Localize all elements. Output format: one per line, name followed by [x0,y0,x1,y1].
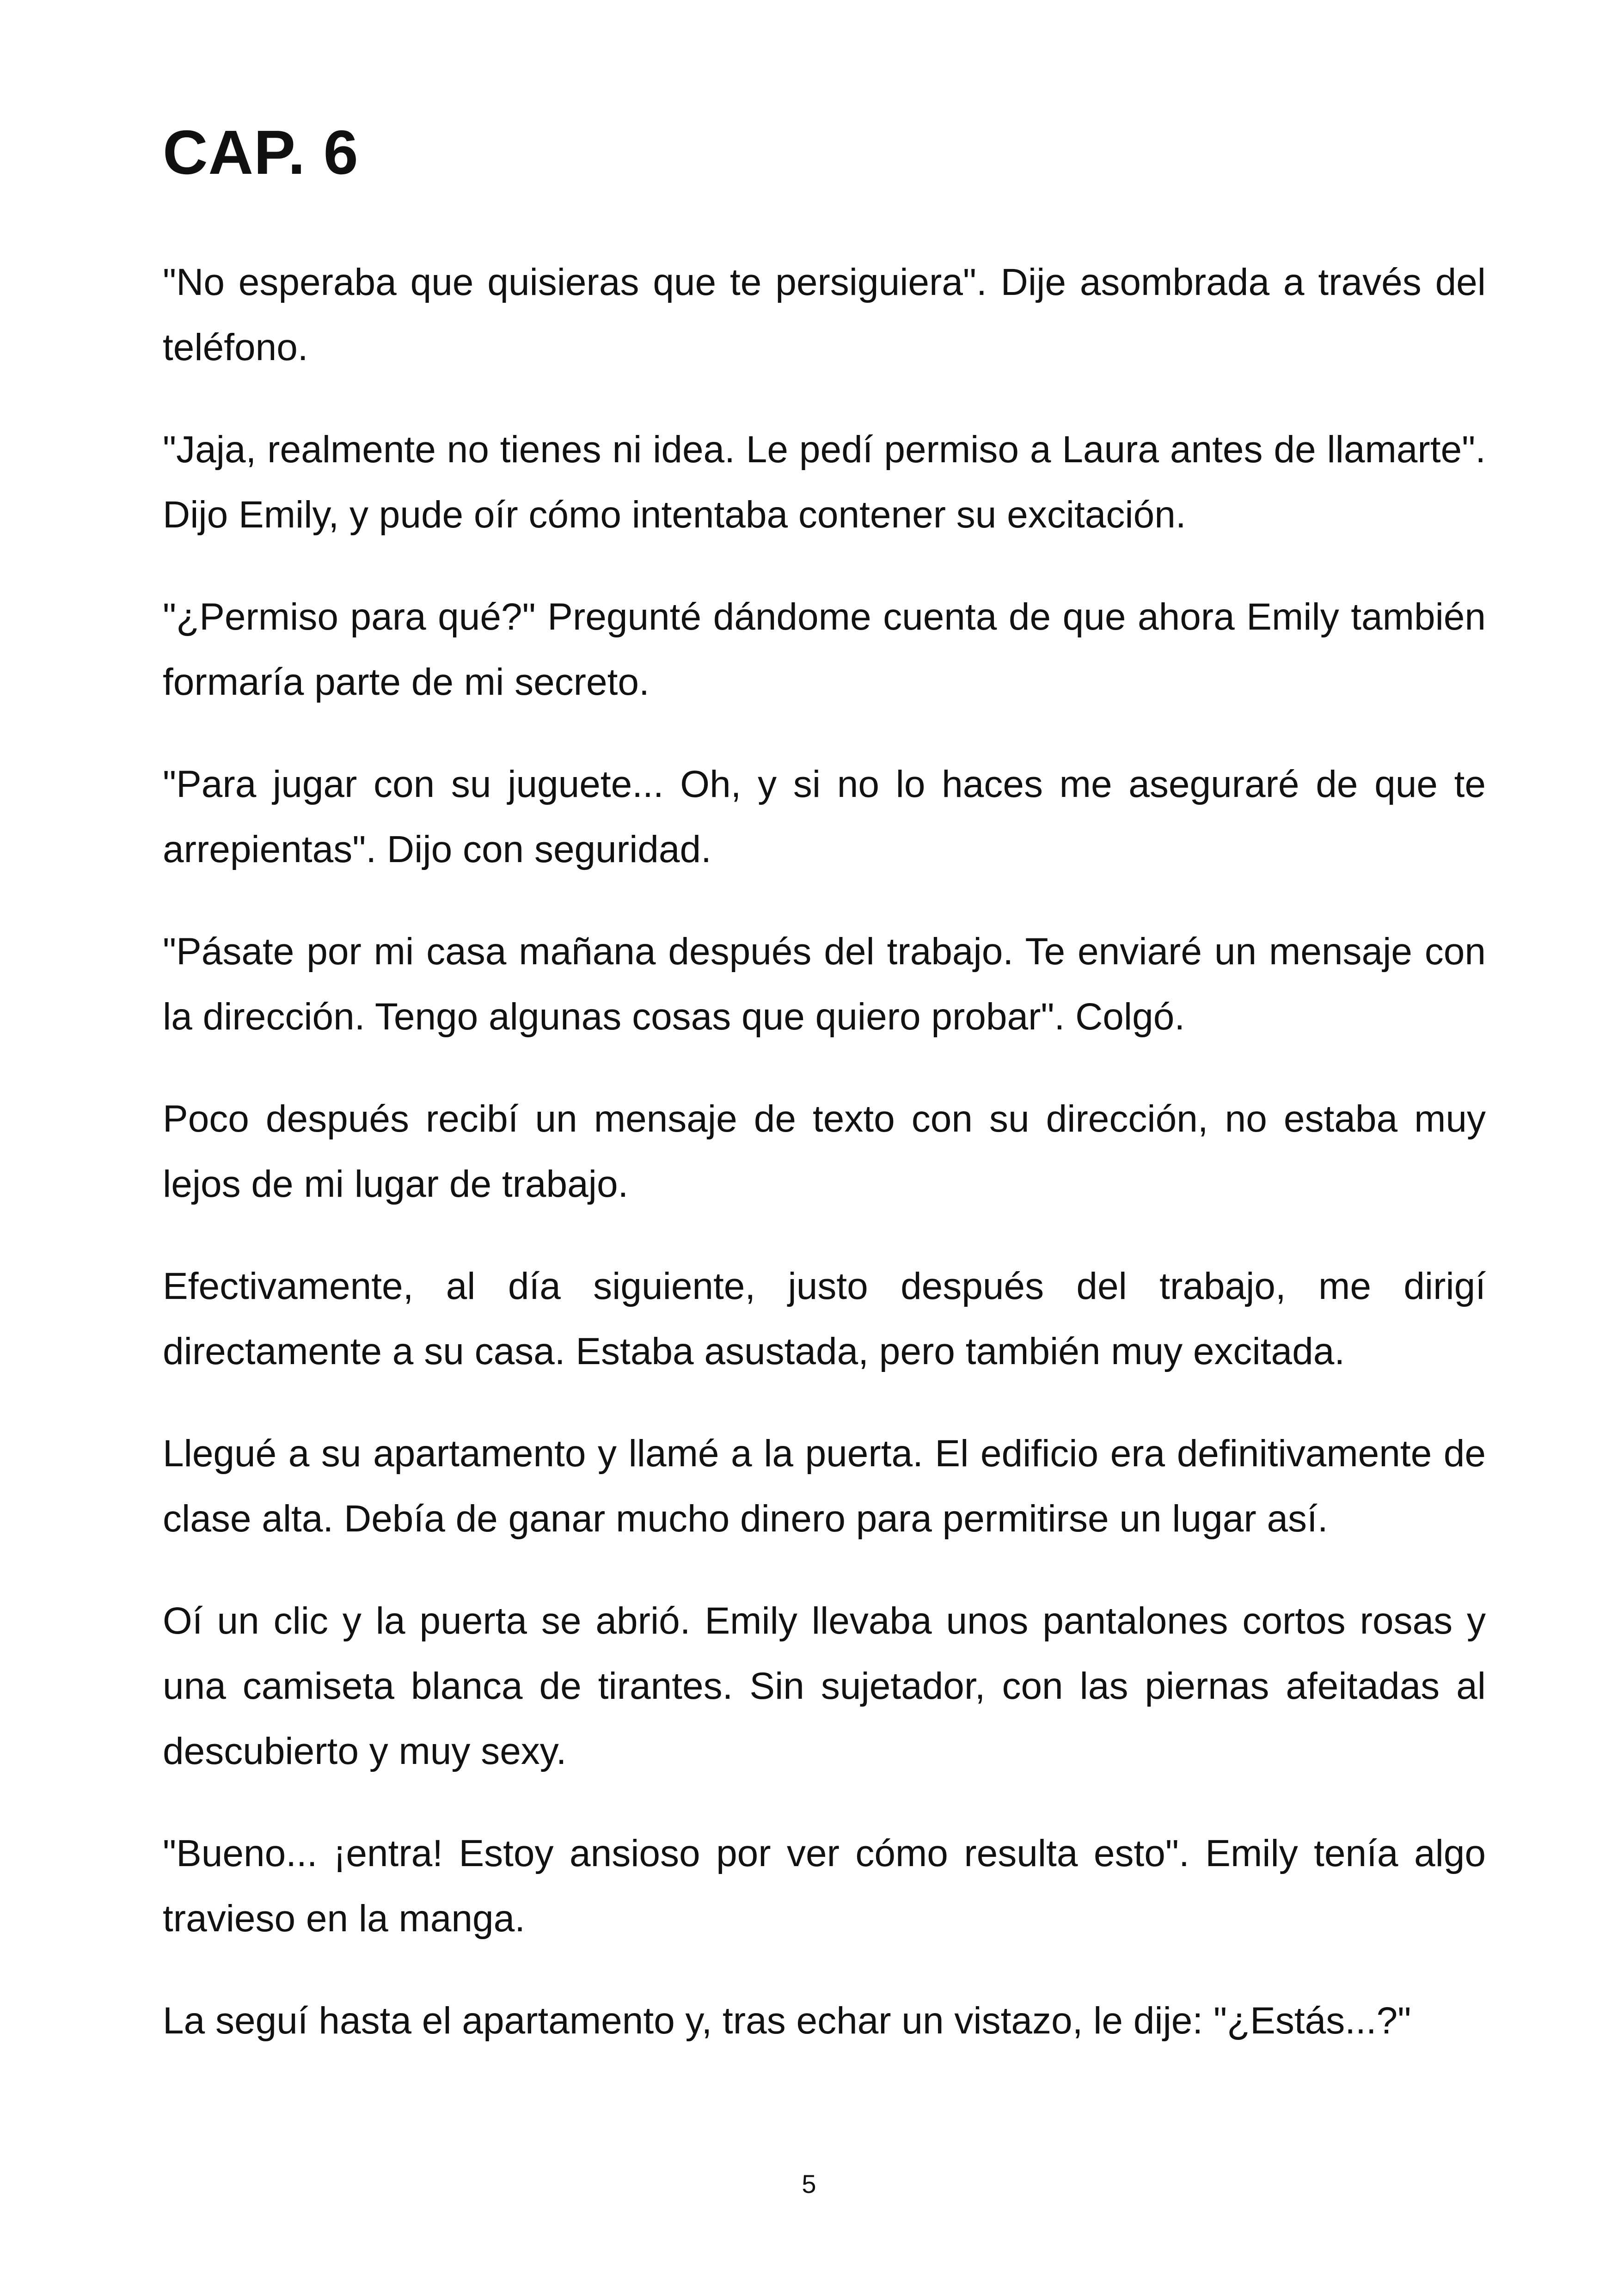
paragraph: "Bueno... ¡entra! Estoy ansioso por ver cómo resulta esto". Emily tenía algo travieso en la manga. [163,1832,1486,1940]
page-number: 5 [802,2169,816,2198]
paragraph: Llegué a su apartamento y llamé a la puerta. El edificio era definitivamente de clase alta. Debía de ganar mucho dinero para permitirse un lugar así. [163,1433,1486,1540]
chapter-title: CAP. 6 [163,117,359,187]
paragraph: "¿Permiso para qué?" Pregunté dándome cuenta de que ahora Emily también formaría parte de mi secreto. [163,596,1486,703]
paragraph: La seguí hasta el apartamento y, tras echar un vistazo, le dije: "¿Estás...?" [163,2000,1411,2042]
paragraph: "Para jugar con su juguete... Oh, y si no lo haces me aseguraré de que te arrepientas". Dijo con seguridad. [163,763,1486,870]
paragraph: Oí un clic y la puerta se abrió. Emily llevaba unos pantalones cortos rosas y una camiseta blanca de tirantes. Sin sujetador, con las piernas afeitadas al descubierto y muy sexy. [163,1600,1486,1772]
paragraph: "No esperaba que quisieras que te persiguiera". Dije asombrada a través del teléfono. [163,261,1486,368]
paragraph: Poco después recibí un mensaje de texto con su dirección, no estaba muy lejos de mi lugar de trabajo. [163,1098,1486,1205]
paragraph: "Pásate por mi casa mañana después del trabajo. Te enviaré un mensaje con la dirección. Tengo algunas cosas que quiero probar". Colgó. [163,931,1486,1038]
body-text [163,250,1486,2090]
paragraph: "Jaja, realmente no tienes ni idea. Le pedí permiso a Laura antes de llamarte". Dijo Emily, y pude oír cómo intentaba contener su excitación. [163,429,1486,536]
paragraph: Efectivamente, al día siguiente, justo después del trabajo, me dirigí directamente a su casa. Estaba asustada, pero también muy excitada. [163,1265,1486,1372]
